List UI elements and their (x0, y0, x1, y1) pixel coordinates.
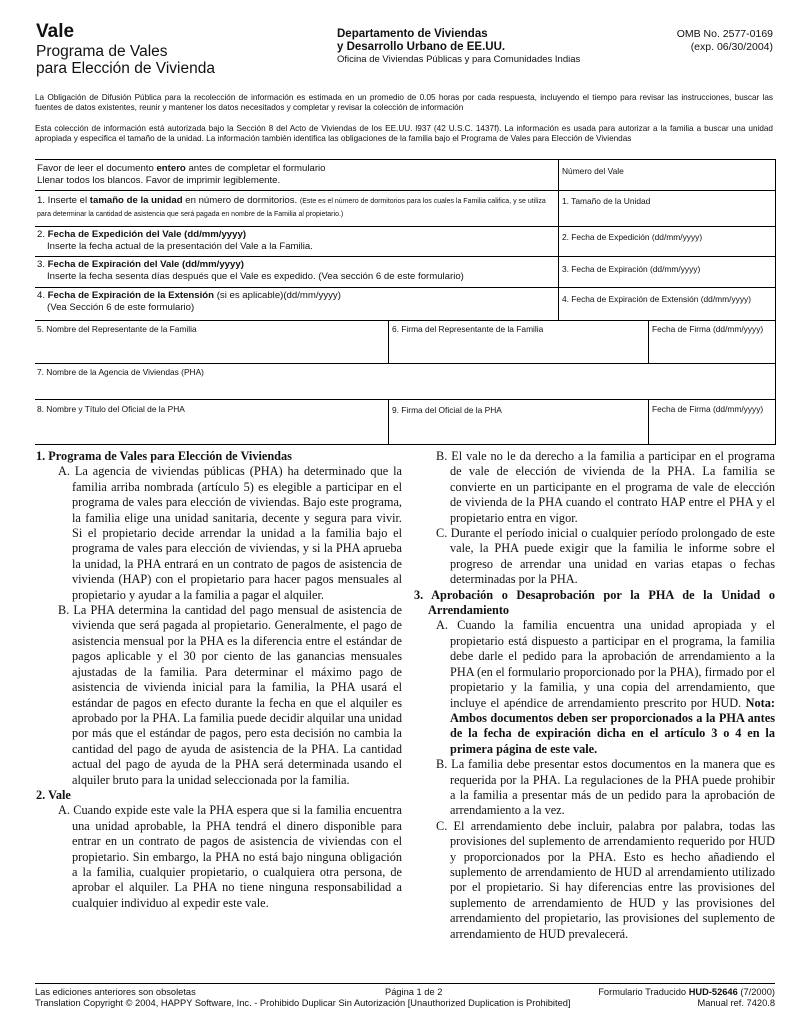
authority-statement: Esta colección de información está autorizada bajo la Sección 8 del Acto de Viviendas de los EE.UU. l937 (42 U.S.C. 1437f). La información es usada para autorizar a la familia a buscar una unidad apropiada y especifica el tamaño de la unidad. La información también identifica las obligaciones de la familia bajo el Programa de Vales para Elección de Viviendas (35, 124, 773, 143)
form-number-a: Formulario Traducido (598, 987, 689, 997)
expiration-date-label: 3. Fecha de Expiración (dd/mm/yyyy) (562, 264, 701, 274)
instructions-fill: Llenar todos los blancos. Favor de imprimir legiblemente. (37, 174, 281, 186)
page-number: Página 1 de 2 (385, 987, 443, 997)
manual-reference: Manual ref. 7420.8 (697, 998, 775, 1008)
voucher-number-label: Número del Vale (562, 166, 624, 176)
omb-line-2: (exp. 06/30/2004) (690, 40, 773, 53)
section-2-item-a: A. Cuando expide este vale la PHA espera que si la familia encuentra una unidad aprobable, la PHA tendrá el dinero disponible para entrar en un contrato de pagos de asistencia de viviendas con el propietario. Sin embargo, la PHA no está bajo ninguna obligación a la familia, cualquier propietario, o cualquiera otra persona, de aprobar el alquiler. La PHA no tiene ninguna responsabilidad a cualquier individuo al expedir este vale. (58, 803, 402, 910)
pha-official-signature-label: 9. Firma del Oficial de la PHA (392, 405, 502, 415)
extension-date-field[interactable] (560, 306, 774, 319)
department-name (337, 28, 627, 54)
body-left-column (36, 449, 402, 911)
form-number-b: HUD-52646 (688, 987, 738, 997)
form-instructions (37, 163, 552, 186)
body-right-column (414, 449, 775, 942)
section-2-item-b: B. El vale no le da derecho a la familia a participar en el programa de vale de elección de vivienda de la PHA. La familia se convierte en un participante en el programa de vale de elección de vivienda de la PHA cuando el contrato HAP entre el PHA y el propietario entra en vigor. (436, 449, 775, 525)
omb-number (613, 28, 773, 53)
pha-signature-date-label: Fecha de Firma (dd/mm/yyyy) (652, 404, 764, 414)
family-rep-name-label: 5. Nombre del Representante de la Familia (37, 324, 197, 334)
form-title: Vale (36, 21, 75, 42)
section-3-item-b: B. La familia debe presentar estos documentos en la manera que es requerida por la PHA. La regulaciones de la PHA puede prohibir a la familia a presentar más de un pedido para la aprobación de arrendamiento a la vez. (436, 757, 775, 818)
section-3-item-a (414, 618, 775, 757)
omb-line-1: OMB No. 2577-0169 (676, 28, 773, 40)
form-number-c: (7/2000) (737, 987, 775, 997)
expiration-date-field[interactable] (560, 275, 774, 286)
unit-size-question (37, 195, 552, 220)
issue-date-field[interactable] (560, 243, 774, 255)
form-number (598, 987, 775, 998)
unit-size-q-a: 1. Inserte el (37, 195, 90, 206)
issue-date-q-b: Fecha de Expedición del Vale (dd/mm/yyyy) (47, 229, 247, 240)
instructions-read-c: antes de completar el formulario (185, 163, 326, 174)
family-rep-name-field[interactable] (36, 336, 386, 362)
extension-date-label: 4. Fecha de Expiración de Extensión (dd/mm/yyyy) (562, 294, 751, 304)
extension-q-c: (si es aplicable)(dd/mm/yyyy) (214, 290, 341, 301)
unit-size-note: (Este es el número de dormitorios para los cuales la Familia califica, y se utiliza para determinar la cantidad de asistencia que será pagada en nombre de la Familia al propietario.) (37, 198, 546, 218)
section-1-item-a: A. La agencia de viviendas públicas (PHA) ha determinado que la familia arriba nombrada (artículo 5) es elegible a participar en el programa de vales para elección de viviendas. Bajo este programa, la familia elige una unidad sanitaria, decente y segura para vivir. Si el propietario decide arrendar la unidad a la familia bajo el programa de vales para elección de viviendas, y si la PHA aprueba la unidad, la PHA entrará en un contrato de pagos de asistencia de vivienda (HAP) con el propietario para hacer pagos mensuales al propietario y ayudar a la familia a pagar el alquiler. (58, 464, 402, 602)
expiration-q-b: Fecha de Expiración del Vale (dd/mm/yyyy) (47, 259, 244, 270)
form-subtitle-line-2: para Elección de Vivienda (36, 60, 215, 77)
issue-date-question (37, 229, 552, 252)
family-signature-date-label: Fecha de Firma (dd/mm/yyyy) (652, 324, 764, 334)
unit-size-q-b: tamaño de la unidad (89, 195, 183, 206)
department-line-2: y Desarrollo Urbano de EE.UU. (337, 41, 506, 53)
section-3-note: Nota: Ambos documentos deben ser proporcionados a la PHA antes de la fecha de expiración dicha en el artículo 3 o 4 en la primera página de este vale. (450, 695, 775, 756)
issue-date-label: 2. Fecha de Expedición (dd/mm/yyyy) (562, 232, 703, 242)
section-2-title: 2. Vale (36, 787, 71, 802)
pha-name-label: 7. Nombre de la Agencia de Viviendas (PHA) (37, 367, 204, 377)
expiration-q-a: 3. (37, 259, 48, 270)
pha-signature-date-field[interactable] (650, 416, 774, 444)
section-1-item-b: B. La PHA determina la cantidad del pago mensual de asistencia de vivienda que será pagada al propietario. Generalmente, el pago de asistencia mensual por la PHA es la diferencia entre el estándar de pagos aplicable y el 30 por ciento de las ganancias mensuales ajustadas de la familia. Para determinar el máximo pago de asistencia de vivienda inicial para la familia, la PHA usará el estándar de pagos en efecto durante la fecha en que el alquiler es aprobado por la PHA. La familia puede decidir alquilar una unidad por más que el estándar de pagos, pero esta decisión no cambia la cantidad del pago de ayuda de asistencia de la PHA. La cantidad actual del pago de ayuda de la PHA será determinada usando el alquiler bruto para la unidad seleccionada por la familia. (58, 603, 402, 787)
section-3-title: 3. Aprobación o Desaprobación por la PHA de la Unidad o Arrendamiento (414, 587, 775, 618)
section-3-item-a-text: A. Cuando la familia encuentra una unidad apropiada y el propietario está dispuesto a participar en el programa, la familia debe darle el pedido para la aprobación de arrendamiento a la PHA (en el formulario proporcionado por la PHA), firmado por el propietario y la familia, y una copia del arrendamiento, que incluye el apéndice de arrendamiento prescrito por HUD. (436, 618, 775, 710)
unit-size-field[interactable] (560, 208, 774, 224)
extension-q-b: Fecha de Expiración de la Extensión (47, 290, 215, 301)
extension-date-question (37, 290, 552, 313)
issue-date-q-a: 2. (37, 229, 48, 240)
extension-q-d: (Vea Sección 6 de este formulario) (47, 301, 195, 313)
department-line-1: Departamento de Viviendas (337, 28, 488, 40)
unit-size-label: 1. Tamaño de la Unidad (562, 196, 651, 206)
translation-copyright: Translation Copyright © 2004, HAPPY Software, Inc. - Prohibido Duplicar Sin Autorización [Unauthorized Duplication is Prohibited] (35, 998, 571, 1008)
expiration-q-c: Inserte la fecha sesenta días después que el Vale es expedido. (Vea sección 6 de este formulario) (47, 270, 464, 282)
instructions-read-b: entero (156, 163, 186, 174)
form-subtitle-line-1: Programa de Vales (36, 43, 168, 60)
family-rep-signature-label: 6. Firma del Representante de la Familia (392, 324, 544, 334)
expiration-date-question (37, 259, 552, 282)
burden-statement: La Obligación de Difusión Pública para la recolección de información es estimada en un promedio de 0.05 horas por cada respuesta, incluyendo el tiempo para revisar las instrucciones, buscar las fuentes de datos existentes, reunir y mantener los datos necesitados y completar y revisar la colección de información (35, 93, 773, 112)
family-signature-date-field[interactable] (650, 336, 774, 362)
pha-official-name-label: 8. Nombre y Título del Oficial de la PHA (37, 404, 185, 414)
pha-official-name-field[interactable] (36, 416, 386, 444)
extension-q-a: 4. (37, 290, 48, 301)
family-rep-signature-field[interactable] (390, 336, 646, 362)
unit-size-q-c: en número de dormitorios. (182, 195, 298, 206)
issue-date-q-c: Inserte la fecha actual de la presentación del Vale a la Familia. (47, 240, 313, 252)
section-3-item-c: C. El arrendamiento debe incluir, palabra por palabra, todas las provisiones del suplemento de arrendamiento requerido por HUD y proporcionados por la PHA. Esto es hecho añadiendo el suplemento de arrendamiento de HUD al arrendamiento utilizado por el propietario. Si hay diferencias entre las provisiones del suplemento de arrendamiento de HUD y las provisiones del arrendamiento del propietario, las provisiones del suplemento de arrendamiento de HUD prevalecerá. (436, 818, 775, 941)
instructions-read-a: Favor de leer el documento (37, 163, 157, 174)
voucher-form (35, 159, 776, 445)
form-subtitle (36, 43, 296, 77)
obsolete-editions-note: Las ediciones anteriores son obsoletas (35, 987, 196, 997)
office-name: Oficina de Viviendas Públicas y para Comunidades Indias (337, 54, 581, 65)
voucher-number-field[interactable] (560, 177, 774, 189)
pha-name-field[interactable] (36, 379, 774, 398)
section-2-item-c: C. Durante el período inicial o cualquier período prolongado de este vale, la PHA puede exigir que la familia le informe sobre el progreso de arrendar una unidad en varias etapas o fechas determinadas por la PHA. (436, 526, 775, 587)
section-1-title: 1. Programa de Vales para Elección de Viviendas (36, 449, 292, 463)
page-footer (35, 983, 775, 1008)
pha-official-signature-field[interactable] (390, 416, 646, 444)
